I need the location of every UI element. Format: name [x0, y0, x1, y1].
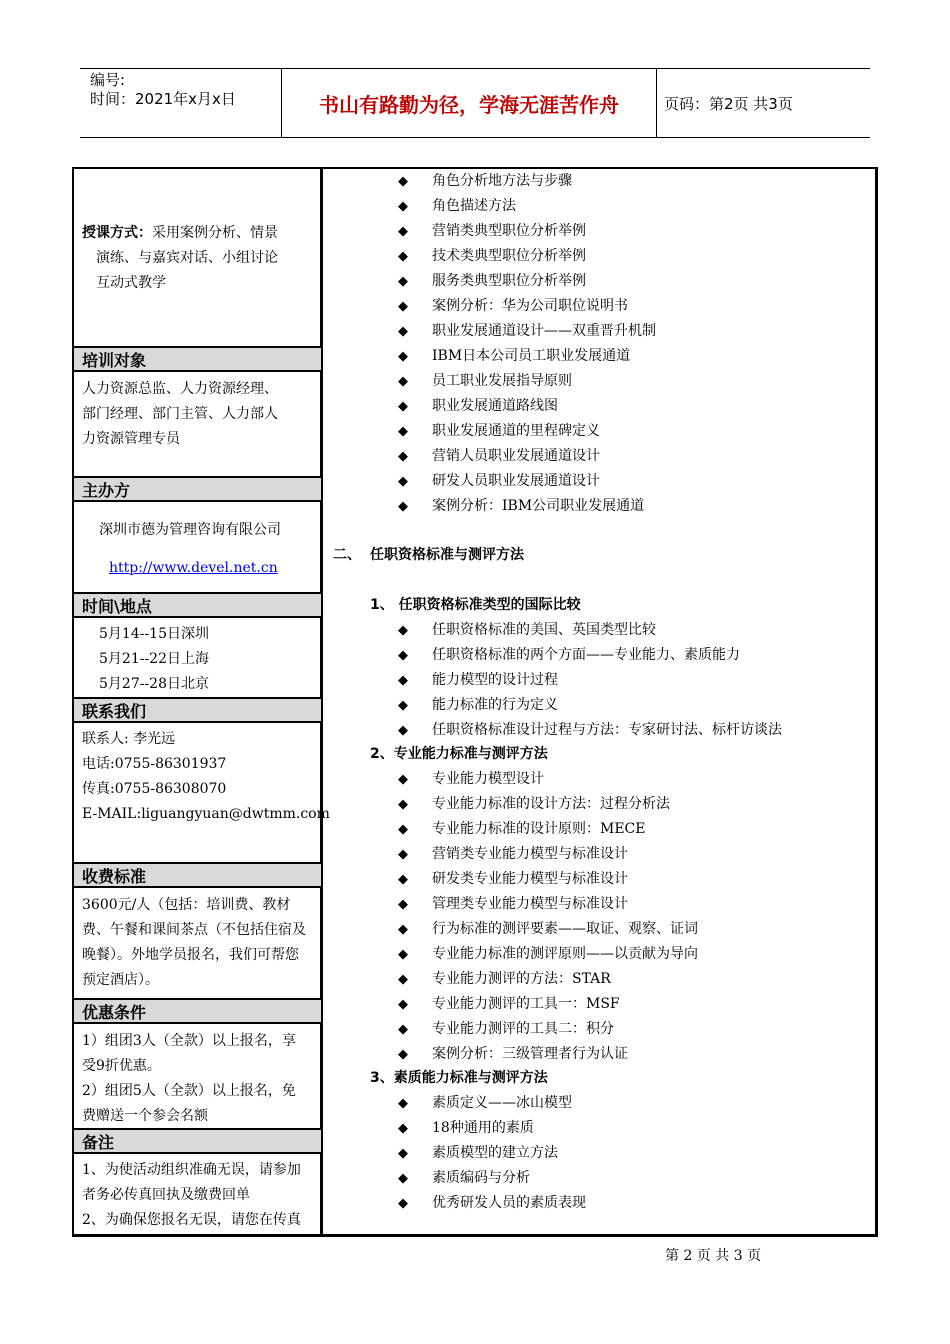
diamond-bullet-icon: ◆ — [398, 1022, 408, 1037]
outline-item-text: 素质定义——冰山模型 — [432, 1095, 572, 1111]
notes-line: 1、为使活动组织准确无误，请参加 — [82, 1162, 301, 1178]
diamond-bullet-icon: ◆ — [398, 822, 408, 837]
outline-item-text: 专业能力测评的工具一：MSF — [432, 996, 620, 1012]
fee-line: 晚餐）。外地学员报名，我们可帮您 — [82, 947, 299, 963]
contact-fax: 传真:0755-86308070 — [82, 781, 227, 797]
outline-item — [398, 817, 646, 842]
diamond-bullet-icon: ◆ — [398, 274, 408, 289]
outline-item-text: 素质编码与分析 — [432, 1170, 530, 1186]
diamond-bullet-icon: ◆ — [398, 224, 408, 239]
fee-line: 预定酒店）。 — [82, 972, 159, 988]
fee-line: 费、午餐和课间茶点（不包括住宿及 — [82, 922, 306, 938]
outline-item — [398, 643, 740, 668]
diamond-bullet-icon: ◆ — [398, 399, 408, 414]
outline-item — [398, 444, 600, 469]
outline-item-text: 角色分析地方法与步骤 — [432, 173, 572, 189]
outline-item-text: 任职资格标准设计过程与方法：专家研讨法、标杆访谈法 — [432, 722, 782, 738]
header-motto: 书山有路勤为径，学海无涯苦作舟 — [319, 92, 619, 117]
outline-item — [398, 344, 630, 369]
diamond-bullet-icon: ◆ — [398, 772, 408, 787]
outline-item — [398, 767, 544, 792]
diamond-bullet-icon: ◆ — [398, 449, 408, 464]
outline-item — [398, 668, 558, 693]
time-place-heading: 时间\地点 — [74, 592, 321, 618]
diamond-bullet-icon: ◆ — [398, 623, 408, 638]
diamond-bullet-icon: ◆ — [398, 972, 408, 987]
outline-item-text: 专业能力测评的工具二：积分 — [432, 1021, 614, 1037]
contact-heading: 联系我们 — [74, 697, 321, 723]
outline-item — [398, 892, 628, 917]
outline-item — [398, 1191, 586, 1216]
subsection-2-title: 2、专业能力标准与测评方法 — [370, 746, 548, 762]
outline-item-text: 职业发展通道路线图 — [432, 398, 558, 414]
session-item: 5月27--28日北京 — [99, 676, 209, 692]
diamond-bullet-icon: ◆ — [398, 897, 408, 912]
discount-heading: 优惠条件 — [74, 998, 321, 1024]
outline-item — [398, 792, 670, 817]
outline-item-text: 技术类典型职位分析举例 — [432, 248, 586, 264]
outline-item — [398, 1166, 530, 1191]
outline-item — [398, 1017, 614, 1042]
outline-item — [398, 618, 656, 643]
outline-item — [398, 319, 656, 344]
section-2-title: 任职资格标准与测评方法 — [370, 547, 524, 563]
outline-item — [398, 992, 620, 1017]
diamond-bullet-icon: ◆ — [398, 249, 408, 264]
diamond-bullet-icon: ◆ — [398, 1171, 408, 1186]
outline-item — [398, 1042, 628, 1067]
diamond-bullet-icon: ◆ — [398, 1121, 408, 1136]
audience-line: 部门经理、部门主管、人力部人 — [82, 406, 278, 422]
outline-item-text: 职业发展通道的里程碑定义 — [432, 423, 600, 439]
outline-item-text: 专业能力标准的设计原则：MECE — [432, 821, 646, 837]
diamond-bullet-icon: ◆ — [398, 997, 408, 1012]
outline-item — [398, 244, 586, 269]
outline-item — [398, 1116, 534, 1141]
outline-item-text: IBM日本公司员工职业发展通道 — [432, 348, 631, 364]
outline-item-text: 能力模型的设计过程 — [432, 672, 558, 688]
teaching-method-line-3: 互动式教学 — [96, 275, 166, 291]
header-meta — [80, 69, 282, 137]
outline-item-text: 行为标准的测评要素——取证、观察、证词 — [432, 921, 698, 937]
outline-item — [398, 419, 600, 444]
organizer-heading: 主办方 — [74, 476, 321, 502]
diamond-bullet-icon: ◆ — [398, 922, 408, 937]
outline-item-text: 服务类典型职位分析举例 — [432, 273, 586, 289]
subsection-3-title: 3、素质能力标准与测评方法 — [370, 1070, 548, 1086]
contact-email: E-MAIL:liguangyuan@dwtmm.com — [82, 806, 330, 822]
outline-item-text: 素质模型的建立方法 — [432, 1145, 558, 1161]
diamond-bullet-icon: ◆ — [398, 1146, 408, 1161]
diamond-bullet-icon: ◆ — [398, 847, 408, 862]
document-number: 编号: — [90, 71, 126, 89]
audience-line: 人力资源总监、人力资源经理、 — [82, 381, 278, 397]
fee-line: 3600元/人（包括：培训费、教材 — [82, 897, 291, 913]
teaching-method-label: 授课方式： — [82, 225, 152, 241]
outline-item-text: 专业能力标准的测评原则——以贡献为导向 — [432, 946, 698, 962]
diamond-bullet-icon: ◆ — [398, 474, 408, 489]
diamond-bullet-icon: ◆ — [398, 324, 408, 339]
outline-item-text: 营销类典型职位分析举例 — [432, 223, 586, 239]
session-item: 5月21--22日上海 — [99, 651, 209, 667]
outline-item — [398, 867, 628, 892]
diamond-bullet-icon: ◆ — [398, 648, 408, 663]
outline-item-text: 能力标准的行为定义 — [432, 697, 558, 713]
page-header — [80, 68, 870, 138]
diamond-bullet-icon: ◆ — [398, 199, 408, 214]
subsection-1-title: 1、 任职资格标准类型的国际比较 — [370, 597, 581, 613]
diamond-bullet-icon: ◆ — [398, 299, 408, 314]
outline-item-text: 优秀研发人员的素质表现 — [432, 1195, 586, 1211]
outline-item — [398, 917, 698, 942]
diamond-bullet-icon: ◆ — [398, 872, 408, 887]
discount-line: 1）组团3人（全款）以上报名，享 — [82, 1033, 296, 1049]
outline-item-text: 案例分析：IBM公司职业发展通道 — [432, 498, 645, 514]
outline-item-text: 角色描述方法 — [432, 198, 516, 214]
outline-item-text: 案例分析：三级管理者行为认证 — [432, 1046, 628, 1062]
diamond-bullet-icon: ◆ — [398, 1096, 408, 1111]
teaching-method-text: 采用案例分析、情景 — [152, 225, 278, 241]
outline-item-text: 专业能力模型设计 — [432, 771, 544, 787]
outline-item-text: 营销人员职业发展通道设计 — [432, 448, 600, 464]
outline-item — [398, 1141, 558, 1166]
audience-line: 力资源管理专员 — [82, 431, 180, 447]
outline-item — [398, 967, 611, 992]
notes-line: 者务必传真回执及缴费回单 — [82, 1187, 250, 1203]
outline-item-text: 研发人员职业发展通道设计 — [432, 473, 600, 489]
notes-line: 2、为确保您报名无误，请您在传真 — [82, 1212, 301, 1228]
session-item: 5月14--15日深圳 — [99, 626, 209, 642]
header-motto-cell — [282, 69, 657, 137]
organizer-website-link[interactable]: http://www.devel.net.cn — [109, 560, 278, 576]
outline-item — [398, 718, 782, 743]
outline-item — [398, 842, 628, 867]
fee-heading: 收费标准 — [74, 862, 321, 888]
document-date: 时间：2021年x月x日 — [90, 90, 236, 108]
outline-item — [398, 942, 698, 967]
diamond-bullet-icon: ◆ — [398, 1047, 408, 1062]
diamond-bullet-icon: ◆ — [398, 499, 408, 514]
diamond-bullet-icon: ◆ — [398, 374, 408, 389]
page-footer: 第 2 页 共 3 页 — [665, 1248, 762, 1264]
outline-item — [398, 693, 558, 718]
diamond-bullet-icon: ◆ — [398, 424, 408, 439]
section-2-number: 二、 — [333, 547, 361, 563]
outline-item — [398, 494, 644, 519]
discount-line: 2）组团5人（全款）以上报名，免 — [82, 1083, 296, 1099]
discount-line: 受9折优惠。 — [82, 1058, 161, 1074]
diamond-bullet-icon: ◆ — [398, 723, 408, 738]
outline-item-text: 营销类专业能力模型与标准设计 — [432, 846, 628, 862]
diamond-bullet-icon: ◆ — [398, 698, 408, 713]
outline-item-text: 专业能力测评的方法：STAR — [432, 971, 611, 987]
outline-item — [398, 194, 516, 219]
outline-item — [398, 269, 586, 294]
outline-item-text: 案例分析：华为公司职位说明书 — [432, 298, 628, 314]
diamond-bullet-icon: ◆ — [398, 797, 408, 812]
teaching-method-line-2: 演练、与嘉宾对话、小组讨论 — [96, 250, 278, 266]
outline-item-text: 员工职业发展指导原则 — [432, 373, 572, 389]
outline-item — [398, 294, 628, 319]
outline-item — [398, 169, 572, 194]
outline-item — [398, 1091, 572, 1116]
notes-heading: 备注 — [74, 1128, 321, 1154]
outline-item-text: 18种通用的素质 — [432, 1120, 534, 1136]
discount-line: 费赠送一个参会名额 — [82, 1108, 208, 1124]
audience-heading: 培训对象 — [74, 346, 321, 372]
diamond-bullet-icon: ◆ — [398, 947, 408, 962]
diamond-bullet-icon: ◆ — [398, 349, 408, 364]
outline-item — [398, 369, 572, 394]
diamond-bullet-icon: ◆ — [398, 174, 408, 189]
diamond-bullet-icon: ◆ — [398, 1196, 408, 1211]
outline-item — [398, 469, 600, 494]
outline-item-text: 管理类专业能力模型与标准设计 — [432, 896, 628, 912]
outline-item-text: 任职资格标准的美国、英国类型比较 — [432, 622, 656, 638]
header-page-number: 页码：第2页 共3页 — [664, 94, 793, 113]
contact-phone: 电话:0755-86301937 — [82, 756, 227, 772]
organizer-name: 深圳市德为管理咨询有限公司 — [99, 522, 281, 538]
teaching-method-line-1 — [82, 221, 278, 246]
contact-person: 联系人: 李光远 — [82, 731, 176, 747]
outline-item — [398, 394, 558, 419]
diamond-bullet-icon: ◆ — [398, 673, 408, 688]
outline-item-text: 任职资格标准的两个方面——专业能力、素质能力 — [432, 647, 740, 663]
outline-item — [398, 219, 586, 244]
outline-item-text: 专业能力标准的设计方法：过程分析法 — [432, 796, 670, 812]
outline-item-text: 研发类专业能力模型与标准设计 — [432, 871, 628, 887]
outline-item-text: 职业发展通道设计——双重晋升机制 — [432, 323, 656, 339]
